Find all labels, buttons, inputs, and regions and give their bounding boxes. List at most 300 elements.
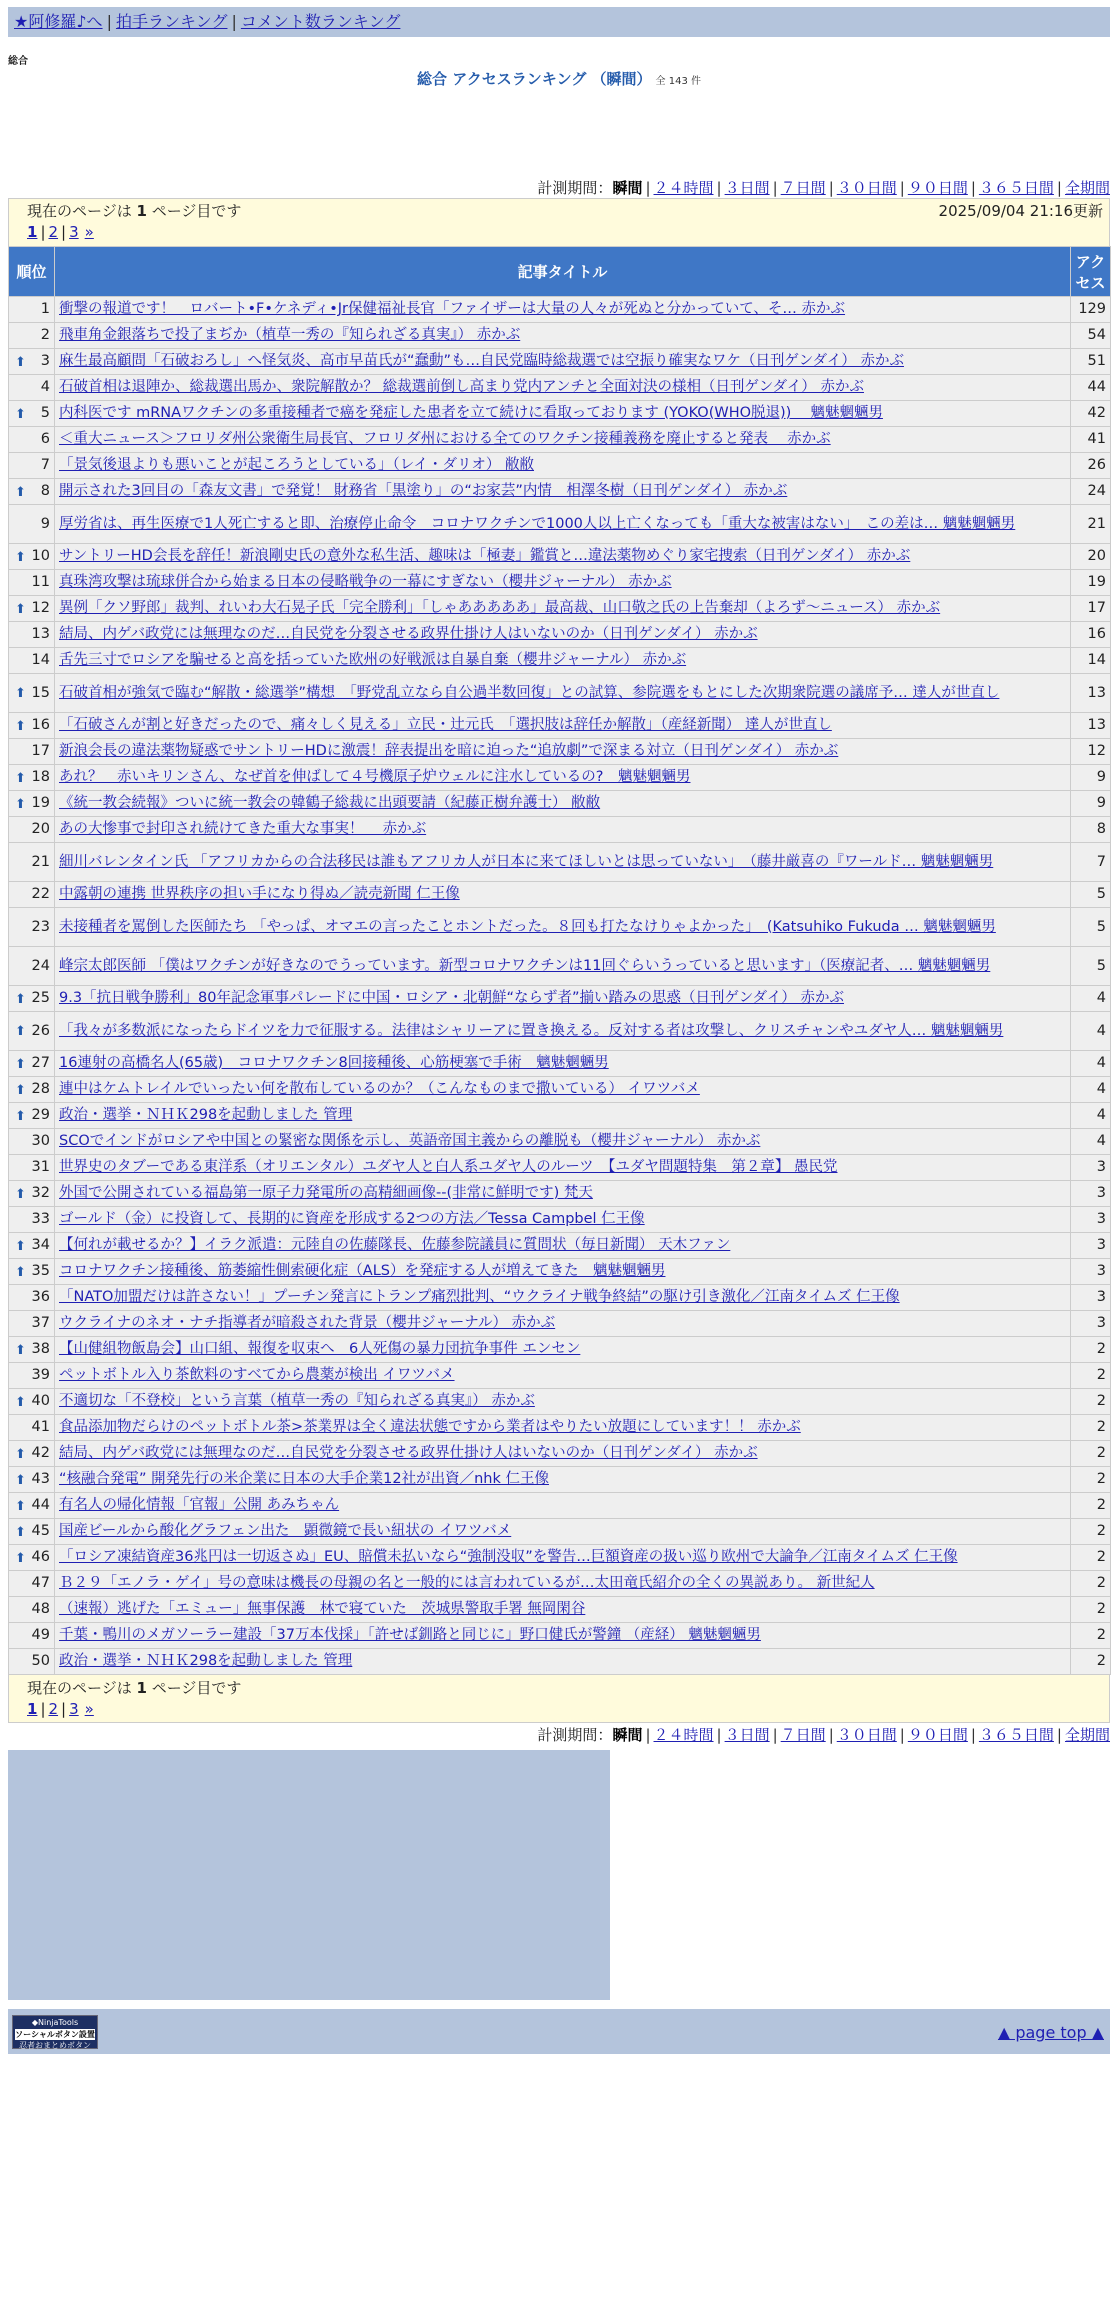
up-arrow-icon: ⬆ <box>15 770 26 786</box>
up-arrow-icon: ⬆ <box>15 991 26 1007</box>
article-link[interactable]: 有名人の帰化情報「官報」公開 あみちゃん <box>59 1497 340 1513</box>
title-cell <box>55 1415 1071 1441</box>
period-selector <box>8 1725 1110 1745</box>
ad-box <box>8 1750 610 2000</box>
rank-cell <box>9 1155 55 1181</box>
access-count: 3 <box>1071 1181 1111 1207</box>
article-link[interactable]: 9.3「抗日戦争勝利」80年記念軍事パレードに中国・ロシア・北朝鮮“ならず者”揃い踏みの思惑（日刊ゲンダイ） 赤かぶ <box>59 990 844 1006</box>
rank-cell <box>9 1337 55 1363</box>
rank-number: 38 <box>31 1341 50 1357</box>
table-row <box>9 570 1111 596</box>
table-row <box>9 674 1111 713</box>
table-row <box>9 986 1111 1012</box>
table-row <box>9 648 1111 674</box>
title-cell <box>55 622 1071 648</box>
rank-cell <box>9 1363 55 1389</box>
period-separator: | <box>828 179 834 197</box>
rank-number: 27 <box>31 1055 50 1071</box>
rank-cell <box>9 1051 55 1077</box>
table-row <box>9 1129 1111 1155</box>
title-cell <box>55 1259 1071 1285</box>
rank-cell <box>9 908 55 947</box>
article-link[interactable]: 世界史のタブーである東洋系（オリエンタル）ユダヤ人と白人系ユダヤ人のルーツ 【ユダヤ問題特集 第２章】 愚民党 <box>59 1159 838 1175</box>
period-link-2[interactable]: ７日間 <box>780 179 826 197</box>
access-count: 16 <box>1071 622 1111 648</box>
rank-cell <box>9 401 55 427</box>
rank-number: 5 <box>40 405 50 421</box>
title-cell <box>55 908 1071 947</box>
table-row <box>9 1519 1111 1545</box>
rank-number: 14 <box>31 652 50 668</box>
rank-cell <box>9 622 55 648</box>
table-row <box>9 1441 1111 1467</box>
access-count: 24 <box>1071 479 1111 505</box>
access-count: 4 <box>1071 1129 1111 1155</box>
article-link[interactable]: 【山健組物飯島会】山口組、報復を収束へ 6人死傷の暴力団抗争事件 エンセン <box>59 1341 581 1357</box>
rank-number: 29 <box>31 1107 50 1123</box>
article-link[interactable]: 真珠湾攻撃は琉球併合から始まる日本の侵略戦争の一幕にすぎない（櫻井ジャーナル） 赤かぶ <box>59 574 672 590</box>
table-row <box>9 1155 1111 1181</box>
table-row <box>9 765 1111 791</box>
rank-number: 12 <box>31 600 50 616</box>
access-count: 13 <box>1071 713 1111 739</box>
access-count: 3 <box>1071 1285 1111 1311</box>
article-link[interactable]: 連中はケムトレイルでいったい何を散布しているのか？（こんなものまで撒いている） イワツバメ <box>59 1081 700 1097</box>
access-count: 2 <box>1071 1649 1111 1675</box>
rank-number: 35 <box>31 1263 50 1279</box>
period-link-6[interactable]: 全期間 <box>1064 179 1110 197</box>
title-cell <box>55 401 1071 427</box>
access-count: 2 <box>1071 1389 1111 1415</box>
table-header-row <box>9 247 1111 297</box>
access-count: 54 <box>1071 323 1111 349</box>
nav-applause-ranking-link[interactable]: 拍手ランキング <box>115 12 228 31</box>
next-page-link[interactable]: » <box>84 1700 94 1718</box>
rank-cell <box>9 1181 55 1207</box>
access-count: 3 <box>1071 1233 1111 1259</box>
access-count: 2 <box>1071 1493 1111 1519</box>
table-row <box>9 1571 1111 1597</box>
rank-cell <box>9 1467 55 1493</box>
access-count: 3 <box>1071 1207 1111 1233</box>
title-cell <box>55 947 1071 986</box>
table-row <box>9 544 1111 570</box>
access-count: 2 <box>1071 1623 1111 1649</box>
social-banner-bottom: 忍者おまとめボタン <box>19 2041 91 2050</box>
rank-number: 16 <box>31 717 50 733</box>
title-cell <box>55 323 1071 349</box>
period-separator: | <box>899 1726 905 1744</box>
table-row <box>9 1259 1111 1285</box>
article-link[interactable]: 外国で公開されている福島第一原子力発電所の高精細画像--(非常に鮮明です) 梵天 <box>59 1185 593 1201</box>
rank-cell <box>9 843 55 882</box>
up-arrow-icon: ⬆ <box>15 1342 26 1358</box>
access-count: 51 <box>1071 349 1111 375</box>
page-status <box>27 1677 1103 1699</box>
nav-comment-ranking-link[interactable]: コメント数ランキング <box>240 12 401 31</box>
period-link-0[interactable]: ２４時間 <box>653 179 714 197</box>
rank-number: 36 <box>31 1289 50 1305</box>
period-link-4[interactable]: ９０日間 <box>907 179 968 197</box>
rank-cell <box>9 1311 55 1337</box>
rank-cell <box>9 570 55 596</box>
period-link-5[interactable]: ３６５日間 <box>978 1726 1054 1744</box>
table-row <box>9 908 1111 947</box>
article-link[interactable]: 【何れが載せるか？】イラク派遣：元陸自の佐藤隊長、佐藤参院議員に質問状（毎日新聞） 天木ファン <box>59 1237 731 1253</box>
article-link[interactable]: 「NATO加盟だけは許さない！」プーチン発言にトランプ痛烈批判、“ウクライナ戦争終結”の駆け引き激化／江南タイムズ 仁王像 <box>59 1289 900 1305</box>
up-arrow-icon: ⬆ <box>15 1108 26 1124</box>
rank-cell <box>9 1545 55 1571</box>
access-count: 2 <box>1071 1571 1111 1597</box>
article-link[interactable]: 飛車角金銀落ちで投了まぢか（植草一秀の『知られざる真実』） 赤かぶ <box>59 327 521 343</box>
top-nav-bar <box>8 7 1110 37</box>
page-link-2[interactable]: 2 <box>48 1700 59 1718</box>
article-link[interactable]: 未接種者を罵倒した医師たち 「やっぱ、オマエの言ったことホントだった。８回も打たなけりゃよかった」 (Katsuhiko Fukuda … 魑魅魍魎男 <box>59 918 996 935</box>
rank-cell <box>9 1233 55 1259</box>
access-count: 8 <box>1071 817 1111 843</box>
article-link[interactable]: “核融合発電” 開発先行の米企業に日本の大手企業12社が出資／nhk 仁王像 <box>59 1471 549 1487</box>
title-cell <box>55 1233 1071 1259</box>
access-count: 2 <box>1071 1441 1111 1467</box>
page-status-prefix: 現在のページは <box>27 202 137 220</box>
page-title <box>8 68 1110 88</box>
article-link[interactable]: 厚労省は、再生医療で1人死亡すると即、治療停止命令 コロナワクチンで1000人以上亡くなっても「重大な被害はない」 この差は… 魑魅魍魎男 <box>59 515 1016 532</box>
period-link-0[interactable]: ２４時間 <box>653 1726 714 1744</box>
rank-cell <box>9 1493 55 1519</box>
article-link[interactable]: 峰宗太郎医師 「僕はワクチンが好きなのでうっています。新型コロナワクチンは11回ぐらいうっていると思います」（医療記者、… 魑魅魍魎男 <box>59 957 991 974</box>
table-row <box>9 1311 1111 1337</box>
social-banner-top: ◆NinjaTools <box>31 2018 79 2027</box>
access-count: 9 <box>1071 765 1111 791</box>
rank-number: 41 <box>31 1419 50 1435</box>
page-link-2[interactable]: 2 <box>48 223 59 241</box>
title-cell <box>55 674 1071 713</box>
article-link[interactable]: 「我々が多数派になったらドイツを力で征服する。法律はシャリーアに置き換える。反対する者は攻撃し、クリスチャンやユダヤ人… 魑魅魍魎男 <box>59 1022 1004 1039</box>
rank-header: 順位 <box>9 247 55 297</box>
rank-number: 13 <box>31 626 50 642</box>
title-cell <box>55 986 1071 1012</box>
title-cell <box>55 1181 1071 1207</box>
period-separator: | <box>645 179 651 197</box>
rank-number: 44 <box>31 1497 50 1513</box>
rank-cell <box>9 1259 55 1285</box>
rank-cell <box>9 1077 55 1103</box>
access-count: 5 <box>1071 882 1111 908</box>
article-link[interactable]: 「景気後退よりも悪いことが起ころうとしている」（レイ・ダリオ） 敝敝 <box>59 457 534 473</box>
table-row <box>9 1545 1111 1571</box>
table-row <box>9 1389 1111 1415</box>
title-cell <box>55 791 1071 817</box>
access-count: 3 <box>1071 1155 1111 1181</box>
rank-number: 32 <box>31 1185 50 1201</box>
table-row <box>9 817 1111 843</box>
table-row <box>9 1363 1111 1389</box>
article-link[interactable]: ＜重大ニュース＞フロリダ州公衆衛生局長官、フロリダ州における全てのワクチン接種義務を廃止すると発表 赤かぶ <box>59 431 831 447</box>
article-link[interactable]: 国産ビールから酸化グラフェン出た 顕微鏡で長い紐状の イワツバメ <box>59 1523 512 1539</box>
pager-top <box>8 198 1110 246</box>
article-link[interactable]: 政治・選挙・ＮＨＫ298を起動しました 管理 <box>59 1107 353 1123</box>
article-link[interactable]: Ｂ２９「エノラ・ゲイ」号の意味は機長の母親の名と一般的には言われているが…太田竜氏紹介の全くの異説あり。 新世紀人 <box>59 1575 875 1591</box>
title-cell <box>55 1623 1071 1649</box>
page-top-link[interactable]: ▲ page top ▲ <box>997 2023 1104 2042</box>
article-link[interactable]: 開示された3回目の「森友文書」で発覚！ 財務省「黒塗り」の“お家芸”内情 相澤冬樹（日刊ゲンダイ） 赤かぶ <box>59 483 788 499</box>
period-link-6[interactable]: 全期間 <box>1064 1726 1110 1744</box>
title-cell <box>55 1441 1071 1467</box>
rank-number: 40 <box>31 1393 50 1409</box>
rank-cell <box>9 713 55 739</box>
article-link[interactable]: 政治・選挙・ＮＨＫ298を起動しました 管理 <box>59 1653 353 1669</box>
article-link[interactable]: あの大惨事で封印され続けてきた重大な事実！ 赤かぶ <box>59 821 427 837</box>
rank-cell <box>9 1571 55 1597</box>
page-links <box>27 1699 1103 1719</box>
access-count: 2 <box>1071 1337 1111 1363</box>
access-count: 2 <box>1071 1519 1111 1545</box>
page-status-suffix: ページ目です <box>146 1679 242 1697</box>
rank-number: 8 <box>40 483 50 499</box>
rank-number: 48 <box>31 1601 50 1617</box>
rank-cell <box>9 882 55 908</box>
rank-number: 45 <box>31 1523 50 1539</box>
rank-cell <box>9 1129 55 1155</box>
period-separator: | <box>716 1726 722 1744</box>
table-row <box>9 843 1111 882</box>
article-link[interactable]: 舌先三寸でロシアを騙せると高を括っていた欧州の好戦派は自暴自棄（櫻井ジャーナル） 赤かぶ <box>59 652 687 668</box>
period-separator: | <box>899 179 905 197</box>
rank-number: 7 <box>40 457 50 473</box>
ranking-table <box>8 246 1111 1675</box>
article-link[interactable]: 《統一教会続報》ついに統一教会の韓鶴子総裁に出頭要請（紀藤正樹弁護士） 敝敝 <box>59 795 601 811</box>
rank-number: 43 <box>31 1471 50 1487</box>
title-cell <box>55 1077 1071 1103</box>
up-arrow-icon: ⬆ <box>15 1024 26 1039</box>
total-count: 全 143 件 <box>655 76 701 87</box>
table-row <box>9 505 1111 544</box>
up-arrow-icon: ⬆ <box>15 1524 26 1540</box>
rank-cell <box>9 349 55 375</box>
period-link-3[interactable]: ３０日間 <box>836 1726 897 1744</box>
rank-cell <box>9 791 55 817</box>
title-cell <box>55 375 1071 401</box>
article-link[interactable]: 麻生最高顧問「石破おろし」へ怪気炎、高市早苗氏が“蠢動”も…自民党臨時総裁選では空振り確実なワケ（日刊ゲンダイ） 赤かぶ <box>59 353 904 369</box>
access-count: 44 <box>1071 375 1111 401</box>
rank-cell <box>9 1623 55 1649</box>
article-link[interactable]: （速報）逃げた「エミュー」無事保護 林で寝ていた 茨城県警取手署 無岡閑谷 <box>59 1601 586 1617</box>
page-status-suffix: ページ目です <box>146 202 242 220</box>
table-row <box>9 427 1111 453</box>
current-page-number: 1 <box>136 1679 147 1697</box>
period-label: 計測期間： <box>537 179 613 197</box>
access-count: 4 <box>1071 1012 1111 1051</box>
title-cell <box>55 1363 1071 1389</box>
article-link[interactable]: サントリーHD会長を辞任！新浪剛史氏の意外な私生活、趣味は「極妻」鑑賞と…違法薬物めぐり家宅捜索（日刊ゲンダイ） 赤かぶ <box>59 548 911 564</box>
rank-cell <box>9 297 55 323</box>
table-row <box>9 453 1111 479</box>
article-link[interactable]: 細川バレンタイン氏 「アフリカからの合法移民は誰もアフリカ人が日本に来てほしいとは思っていない」 （藤井厳喜の『ワールド… 魑魅魍魎男 <box>59 853 994 870</box>
article-link[interactable]: 16連射の高橋名人(65歳) コロナワクチン8回接種後、心筋梗塞で手術 魑魅魍魎男 <box>59 1055 609 1071</box>
up-arrow-icon: ⬆ <box>15 1472 26 1488</box>
rank-cell <box>9 1441 55 1467</box>
article-link[interactable]: 不適切な「不登校」という言葉（植草一秀の『知られざる真実』） 赤かぶ <box>59 1393 535 1409</box>
table-row <box>9 739 1111 765</box>
table-row <box>9 1623 1111 1649</box>
page-separator: | <box>40 223 46 241</box>
rank-number: 50 <box>31 1653 50 1669</box>
table-row <box>9 1207 1111 1233</box>
article-link[interactable]: 結局、内ゲバ政党には無理なのだ…自民党を分裂させる政界仕掛け人はいないのか（日刊ゲンダイ） 赤かぶ <box>59 1445 758 1461</box>
up-arrow-icon: ⬆ <box>15 1238 26 1254</box>
next-page-link[interactable]: » <box>84 223 94 241</box>
title-cell <box>55 505 1071 544</box>
page-link-1[interactable]: 1 <box>27 1700 38 1718</box>
title-cell <box>55 648 1071 674</box>
title-cell <box>55 882 1071 908</box>
up-arrow-icon: ⬆ <box>15 1550 26 1566</box>
updated-timestamp: 2025/09/04 21:16更新 <box>938 202 1103 220</box>
rank-cell <box>9 739 55 765</box>
period-link-4[interactable]: ９０日間 <box>907 1726 968 1744</box>
rank-number: 42 <box>31 1445 50 1461</box>
access-count: 5 <box>1071 947 1111 986</box>
article-link[interactable]: 結局、内ゲバ政党には無理なのだ…自民党を分裂させる政界仕掛け人はいないのか（日刊ゲンダイ） 赤かぶ <box>59 626 758 642</box>
rank-cell <box>9 544 55 570</box>
access-count: 7 <box>1071 843 1111 882</box>
article-link[interactable]: 石破首相は退陣か、総裁選出馬か、衆院解散か？ 総裁選前倒し高まり党内アンチと全面対決の様相（日刊ゲンダイ） 赤かぶ <box>59 379 864 395</box>
title-cell <box>55 1285 1071 1311</box>
article-link[interactable]: あれ？ 赤いキリンさん、なぜ首を伸ばして４号機原子炉ウェルに注水しているの? 魑魅魍魎男 <box>59 769 691 785</box>
rank-number: 33 <box>31 1211 50 1227</box>
pager-bottom <box>8 1675 1110 1723</box>
access-count: 41 <box>1071 427 1111 453</box>
rank-number: 22 <box>31 886 50 902</box>
up-arrow-icon: ⬆ <box>15 1056 26 1072</box>
table-row <box>9 1285 1111 1311</box>
period-separator: | <box>645 1726 651 1744</box>
period-link-5[interactable]: ３６５日間 <box>978 179 1054 197</box>
access-count: 12 <box>1071 739 1111 765</box>
article-link[interactable]: 衝撃の報道です！ ロバート•F•ケネディ•Jr保健福祉長官「ファイザーは大量の人々が死ぬと分かっていて、そ… 赤かぶ <box>59 301 846 317</box>
access-count: 2 <box>1071 1363 1111 1389</box>
period-link-1[interactable]: ３日間 <box>724 1726 770 1744</box>
table-row <box>9 1597 1111 1623</box>
period-label: 計測期間： <box>537 1726 613 1744</box>
title-cell <box>55 1493 1071 1519</box>
rank-cell <box>9 1649 55 1675</box>
article-link[interactable]: 食品添加物だらけのペットボトル茶>茶業界は全く違法状態ですから業者はやりたい放題にしています！！ 赤かぶ <box>59 1419 801 1435</box>
access-count: 14 <box>1071 648 1111 674</box>
rank-number: 19 <box>31 795 50 811</box>
footer-bar <box>8 2009 1110 2054</box>
title-cell <box>55 1519 1071 1545</box>
rank-number: 1 <box>40 301 50 317</box>
title-cell <box>55 1155 1071 1181</box>
article-link[interactable]: 千葉・鴨川のメガソーラー建設「37万本伐採」「許せば釧路と同じに」野口健氏が警鐘 （産経） 魑魅魍魎男 <box>59 1627 761 1643</box>
period-link-1[interactable]: ３日間 <box>724 179 770 197</box>
nav-separator: | <box>231 12 237 31</box>
access-count: 26 <box>1071 453 1111 479</box>
rank-cell <box>9 1103 55 1129</box>
table-row <box>9 349 1111 375</box>
table-row <box>9 297 1111 323</box>
period-link-2[interactable]: ７日間 <box>780 1726 826 1744</box>
period-separator: | <box>828 1726 834 1744</box>
page-links <box>27 222 1103 242</box>
title-cell <box>55 1311 1071 1337</box>
access-count: 13 <box>1071 674 1111 713</box>
article-link[interactable]: 石破首相が強気で臨む“解散・総選挙”構想 「野党乱立なら自公過半数回復」との試算、参院選をもとにした次期衆院選の議席予… 達人が世直し <box>59 684 1000 701</box>
rank-cell <box>9 817 55 843</box>
article-link[interactable]: ペットボトル入り茶飲料のすべてから農薬が検出 イワツバメ <box>59 1367 455 1383</box>
access-count: 3 <box>1071 1259 1111 1285</box>
article-link[interactable]: 「ロシア凍結資産36兆円は一切返さぬ」EU、賠償未払いなら“強制没収”を警告…巨額資産の扱い巡り欧州で大論争／江南タイムズ 仁王像 <box>59 1549 958 1565</box>
article-link[interactable]: 中露朝の連携 世界秩序の担い手になり得ぬ／読売新聞 仁王像 <box>59 886 460 902</box>
title-cell <box>55 1207 1071 1233</box>
page-link-3[interactable]: 3 <box>69 1700 79 1718</box>
access-count: 4 <box>1071 1051 1111 1077</box>
article-link[interactable]: ゴールド（金）に投資して、長期的に資産を形成する2つの方法／Tessa Campbel 仁王像 <box>59 1211 645 1227</box>
article-link[interactable]: 新浪会長の違法薬物疑惑でサントリーHDに激震！辞表提出を暗に迫った“追放劇”で深まる対立（日刊ゲンダイ） 赤かぶ <box>59 743 839 759</box>
period-current: 瞬間 <box>612 1726 643 1744</box>
article-link[interactable]: コロナワクチン接種後、筋萎縮性側索硬化症（ALS）を発症する人が増えてきた 魑魅魍魎男 <box>59 1263 666 1279</box>
rank-cell <box>9 674 55 713</box>
social-button-banner[interactable] <box>12 2015 98 2049</box>
title-cell <box>55 843 1071 882</box>
rank-number: 49 <box>31 1627 50 1643</box>
table-row <box>9 947 1111 986</box>
up-arrow-icon: ⬆ <box>15 601 26 617</box>
up-arrow-icon: ⬆ <box>15 406 26 422</box>
access-count: 4 <box>1071 986 1111 1012</box>
article-link[interactable]: 「石破さんが割と好きだったので、痛々しく見える」立民・辻元氏 「選択肢は辞任か解散」（産経新聞） 達人が世直し <box>59 717 832 733</box>
page-link-1[interactable]: 1 <box>27 223 38 241</box>
nav-home-link[interactable]: ★阿修羅♪へ <box>14 12 103 31</box>
title-cell <box>55 570 1071 596</box>
rank-number: 11 <box>31 574 50 590</box>
title-cell <box>55 1597 1071 1623</box>
period-separator: | <box>772 179 778 197</box>
article-link[interactable]: ウクライナのネオ・ナチ指導者が暗殺された背景（櫻井ジャーナル） 赤かぶ <box>59 1315 556 1331</box>
access-count: 9 <box>1071 791 1111 817</box>
up-arrow-icon: ⬆ <box>15 549 26 565</box>
rank-number: 23 <box>31 918 50 935</box>
table-row <box>9 1077 1111 1103</box>
rank-number: 15 <box>31 684 50 701</box>
rank-number: 26 <box>31 1022 50 1039</box>
up-arrow-icon: ⬆ <box>15 1498 26 1514</box>
rank-cell <box>9 1389 55 1415</box>
rank-number: 3 <box>40 353 50 369</box>
table-row <box>9 1649 1111 1675</box>
title-cell <box>55 349 1071 375</box>
rank-cell <box>9 648 55 674</box>
title-cell <box>55 1012 1071 1051</box>
period-link-3[interactable]: ３０日間 <box>836 179 897 197</box>
period-separator: | <box>1056 1726 1062 1744</box>
table-row <box>9 1051 1111 1077</box>
page-link-3[interactable]: 3 <box>69 223 79 241</box>
title-cell <box>55 1337 1071 1363</box>
ad-spacer <box>8 88 1110 178</box>
article-link[interactable]: 異例「クソ野郎」裁判、れいわ大石晃子氏「完全勝利」「しゃあああああ」最高裁、山口敬之氏の上告棄却（よろず〜ニュース） 赤かぶ <box>59 600 941 616</box>
period-separator: | <box>772 1726 778 1744</box>
period-separator: | <box>1056 179 1062 197</box>
access-count: 129 <box>1071 297 1111 323</box>
article-link[interactable]: SCOでインドがロシアや中国との緊密な関係を示し、英語帝国主義からの離脱も（櫻井ジャーナル） 赤かぶ <box>59 1133 761 1149</box>
nav-separator: | <box>106 12 112 31</box>
article-link[interactable]: 内科医です mRNAワクチンの多重接種者で癌を発症した患者を立て続けに看取っております (YOKO(WHO脱退)) 魑魅魍魎男 <box>59 405 883 421</box>
table-row <box>9 1467 1111 1493</box>
page-separator: | <box>61 223 67 241</box>
access-count: 42 <box>1071 401 1111 427</box>
